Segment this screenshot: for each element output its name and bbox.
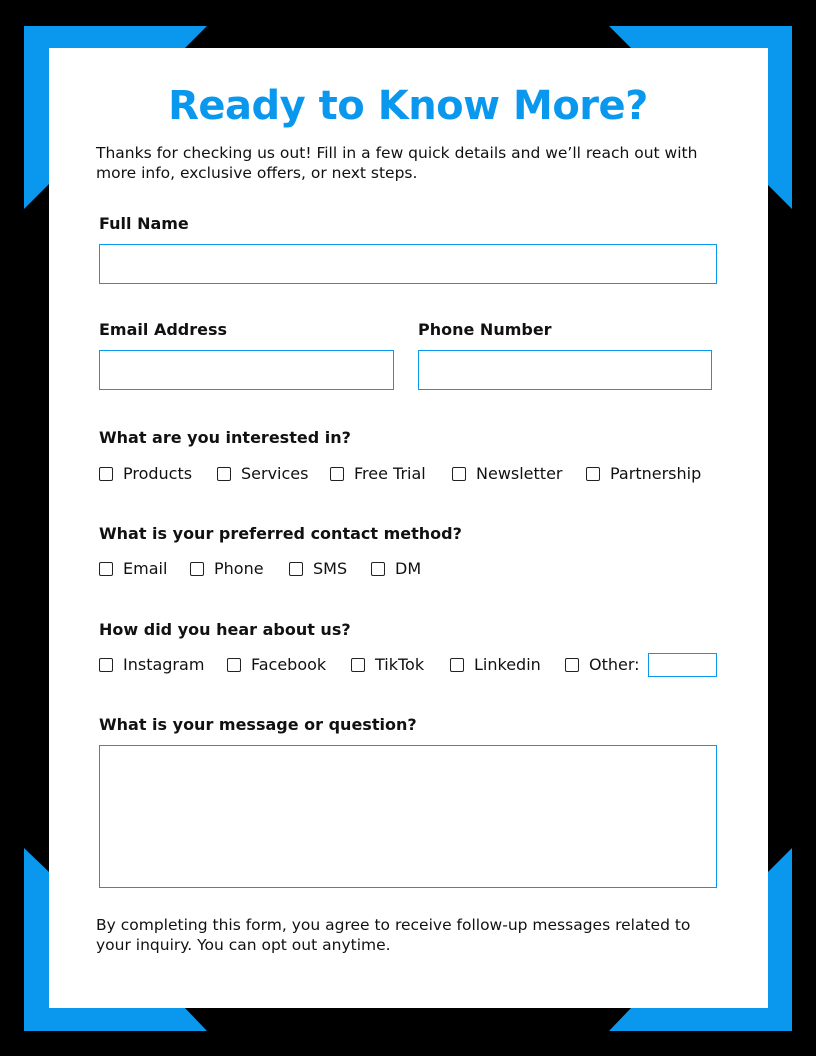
referral-other-input[interactable] bbox=[648, 653, 717, 677]
checkbox[interactable] bbox=[450, 658, 464, 672]
message-textarea[interactable] bbox=[99, 745, 717, 888]
full-name-label: Full Name bbox=[99, 214, 189, 233]
contact-method-options bbox=[99, 559, 729, 579]
full-name-input[interactable] bbox=[99, 244, 717, 284]
referral-option-instagram[interactable] bbox=[99, 655, 204, 675]
checkbox[interactable] bbox=[351, 658, 365, 672]
referral-options bbox=[99, 655, 729, 675]
option-label: Partnership bbox=[610, 464, 702, 483]
contact-option-email[interactable] bbox=[99, 559, 167, 579]
interest-option-products[interactable] bbox=[99, 464, 192, 484]
interest-option-free-trial[interactable] bbox=[330, 464, 426, 484]
contact-option-dm[interactable] bbox=[371, 559, 421, 579]
option-label: Products bbox=[123, 464, 193, 483]
checkbox[interactable] bbox=[586, 467, 600, 481]
contact-option-sms[interactable] bbox=[289, 559, 347, 579]
checkbox[interactable] bbox=[99, 658, 113, 672]
referral-option-tiktok[interactable] bbox=[351, 655, 424, 675]
checkbox[interactable] bbox=[565, 658, 579, 672]
consent-text: By completing this form, you agree to receive follow-up messages related to your inquiry. You can opt out anytime. bbox=[96, 916, 691, 954]
option-label: Linkedin bbox=[474, 655, 541, 674]
email-label: Email Address bbox=[99, 320, 228, 339]
intro-text: Thanks for checking us out! Fill in a few quick details and we’ll reach out with more info, exclusive offers, or next steps. bbox=[96, 144, 698, 182]
checkbox[interactable] bbox=[190, 562, 204, 576]
option-label: Free Trial bbox=[354, 464, 426, 483]
form-title: Ready to Know More? bbox=[168, 83, 648, 129]
option-label: Newsletter bbox=[476, 464, 563, 483]
option-label: Email bbox=[123, 559, 168, 578]
checkbox[interactable] bbox=[217, 467, 231, 481]
option-label: Services bbox=[241, 464, 309, 483]
message-label: What is your message or question? bbox=[99, 715, 417, 734]
phone-label: Phone Number bbox=[418, 320, 552, 339]
option-label: Facebook bbox=[251, 655, 327, 674]
interest-option-partnership[interactable] bbox=[586, 464, 701, 484]
checkbox[interactable] bbox=[99, 467, 113, 481]
checkbox[interactable] bbox=[227, 658, 241, 672]
phone-input[interactable] bbox=[418, 350, 712, 390]
checkbox[interactable] bbox=[452, 467, 466, 481]
email-input[interactable] bbox=[99, 350, 394, 390]
interest-option-newsletter[interactable] bbox=[452, 464, 563, 484]
interests-question: What are you interested in? bbox=[99, 428, 351, 447]
option-label: TikTok bbox=[375, 655, 425, 674]
checkbox[interactable] bbox=[289, 562, 303, 576]
contact-option-phone[interactable] bbox=[190, 559, 264, 579]
option-label: SMS bbox=[313, 559, 348, 578]
option-label: DM bbox=[395, 559, 422, 578]
contact-method-question: What is your preferred contact method? bbox=[99, 524, 462, 543]
referral-question: How did you hear about us? bbox=[99, 620, 351, 639]
referral-option-linkedin[interactable] bbox=[450, 655, 541, 675]
referral-option-other[interactable] bbox=[565, 655, 640, 675]
option-label: Phone bbox=[214, 559, 264, 578]
referral-option-facebook[interactable] bbox=[227, 655, 326, 675]
checkbox[interactable] bbox=[371, 562, 385, 576]
option-label: Instagram bbox=[123, 655, 205, 674]
interest-option-services[interactable] bbox=[217, 464, 308, 484]
checkbox[interactable] bbox=[99, 562, 113, 576]
option-label: Other: bbox=[589, 655, 640, 674]
interests-options bbox=[99, 464, 729, 484]
checkbox[interactable] bbox=[330, 467, 344, 481]
